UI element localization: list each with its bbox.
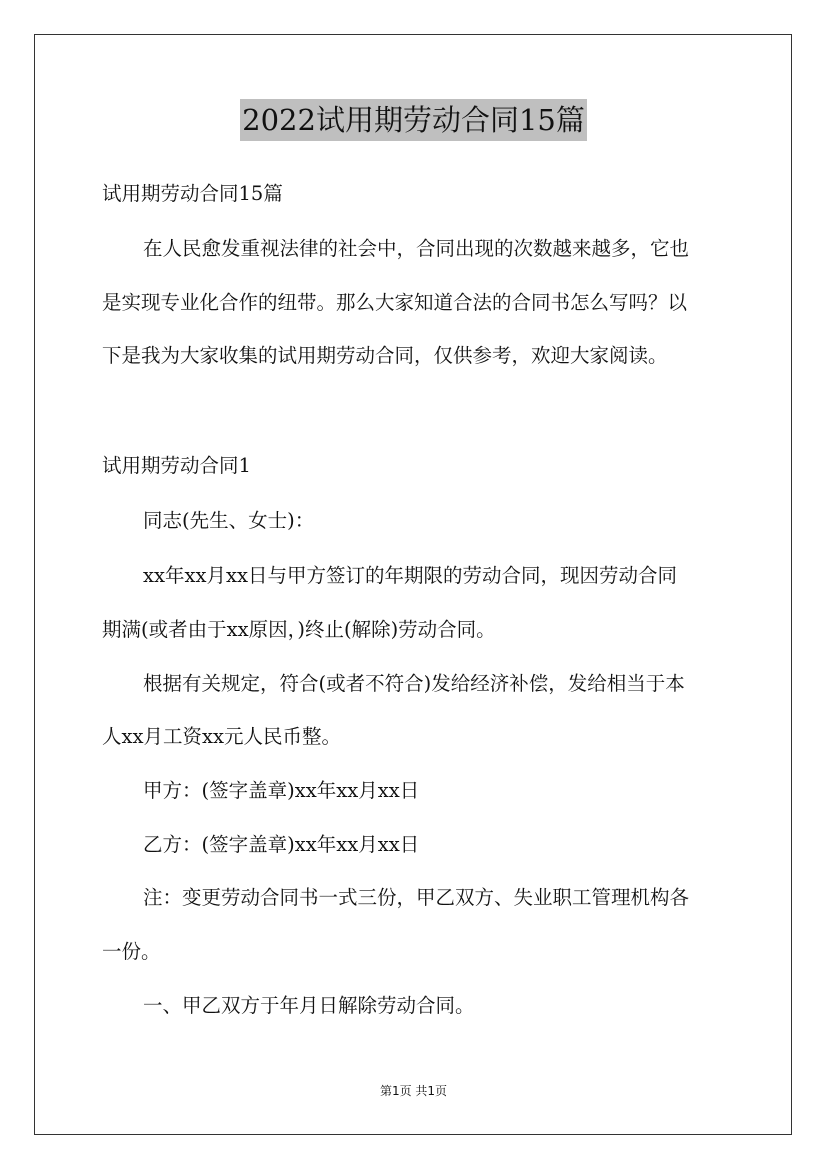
body-line-1: xx年xx月xx日与甲方签订的年期限的劳动合同，现因劳动合同 [143, 564, 677, 587]
document-subtitle: 试用期劳动合同15篇 [102, 182, 283, 205]
body-line-2: 期满(或者由于xx原因，)终止(解除)劳动合同。 [102, 618, 496, 641]
section-heading: 试用期劳动合同1 [102, 454, 251, 477]
document-title: 2022试用期劳动合同15篇 [240, 99, 587, 141]
party-a-signature: 甲方：(签字盖章)xx年xx月xx日 [143, 779, 420, 802]
note-line-1: 注：变更劳动合同书一式三份，甲乙双方、失业职工管理机构各 [143, 886, 690, 909]
intro-line-2: 是实现专业化合作的纽带。那么大家知道合法的合同书怎么写吗？以 [102, 291, 688, 314]
body-line-3: 根据有关规定，符合(或者不符合)发给经济补偿，发给相当于本 [143, 672, 685, 695]
title-container [0, 99, 827, 141]
note-line-2: 一份。 [102, 940, 161, 963]
intro-line-3: 下是我为大家收集的试用期劳动合同，仅供参考，欢迎大家阅读。 [102, 344, 668, 367]
intro-line-1: 在人民愈发重视法律的社会中，合同出现的次数越来越多，它也 [143, 237, 690, 260]
body-line-4: 人xx月工资xx元人民币整。 [102, 725, 341, 748]
clause-1: 一、甲乙双方于年月日解除劳动合同。 [143, 994, 475, 1017]
page-footer: 第1页 共1页 [379, 1084, 448, 1098]
salutation: 同志(先生、女士)： [143, 509, 315, 532]
party-b-signature: 乙方：(签字盖章)xx年xx月xx日 [143, 833, 420, 856]
